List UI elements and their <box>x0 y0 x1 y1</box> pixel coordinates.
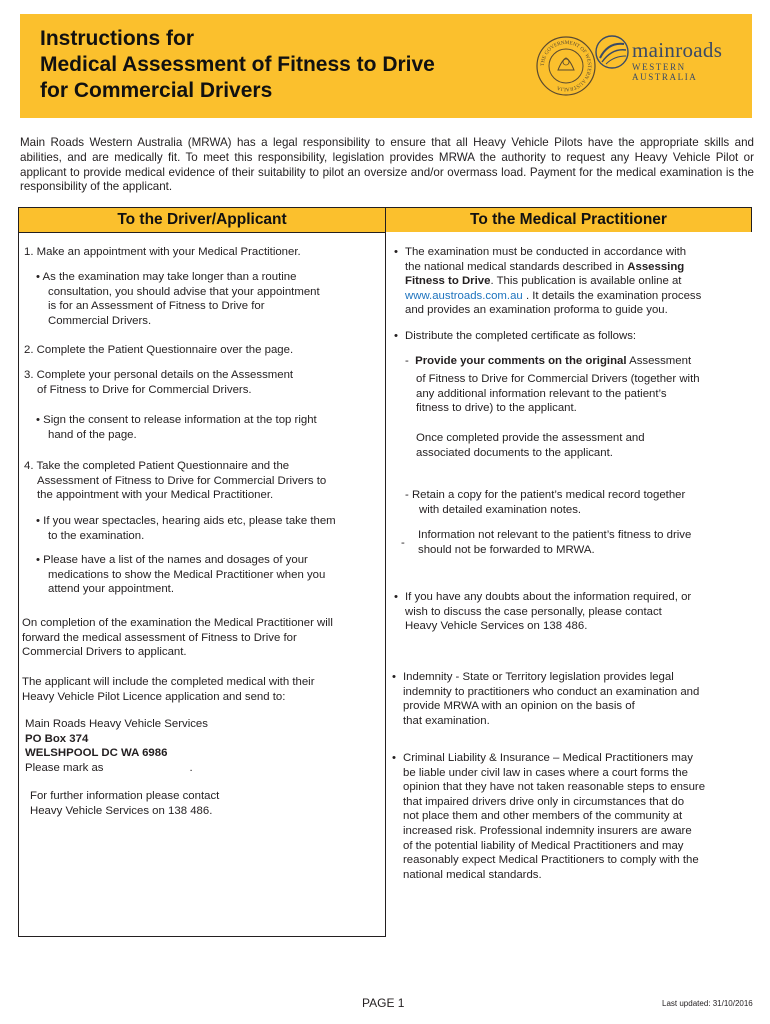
not-relevant-info: Information not relevant to the patient’s fitness to drive should not be forwarded to MRWA. <box>418 529 692 556</box>
criminal-liability-note: Criminal Liability & Insurance – Medical Practitioners may be liable under civil law in cases where a court forms the opinion that they have not taken reasonable steps to ensure that impaired drivers drive only in circumstances that do not place them and other members of the community at increased risk. Professional indemnity insurers are aware of the potential liability of Medical Practitioners and may reasonably expect Medical Practitioners to comply with the national medical standards. <box>403 752 706 881</box>
applicant-note: The applicant will include the completed medical with their Heavy Vehicle Pilot Licence application and send to: <box>22 676 315 703</box>
austroads-link[interactable]: www.austroads.com.au <box>405 289 523 302</box>
doubts-contact: If you have any doubts about the information required, or wish to discuss the case personally, please contact Heavy Vehicle Services on 138 486. <box>405 591 692 633</box>
completion-note: On completion of the examination the Medical Practitioner will forward the medical assessment of Fitness to Drive for Commercial Drivers to applicant. <box>22 617 333 659</box>
distribute-certificate: Distribute the completed certificate as follows: <box>405 330 637 342</box>
step-4-bullet-spectacles: • If you wear spectacles, hearing aids etc, please take them to the examination. <box>36 515 336 542</box>
step-1: 1. Make an appointment with your Medical Practitioner. <box>24 246 301 258</box>
address-mark-as: Please mark as <box>25 761 104 774</box>
practitioner-panel-heading: To the Medical Practitioner <box>386 208 751 232</box>
provide-comments: - Provide your comments on the original Assessment <box>405 355 692 367</box>
step-4: 4. Take the completed Patient Questionnaire and the Assessment of Fitness to Drive for Commercial Drivers to the appointment with your Medical Practitioner. <box>24 460 327 502</box>
last-updated: Last updated: 31/10/2016 <box>662 999 753 1008</box>
practitioner-panel <box>386 207 752 232</box>
postal-address: Main Roads Heavy Vehicle Services PO Box 374 WELSHPOOL DC WA 6986 Please mark as . <box>25 718 208 774</box>
wa-government-seal <box>534 34 598 98</box>
mainroads-emblem-icon <box>594 34 630 70</box>
further-info-contact: For further information please contact Heavy Vehicle Services on 138 486. <box>30 790 220 817</box>
intro-paragraph: Main Roads Western Australia (MRWA) has a legal responsibility to ensure that all Heavy Vehicle Pilots have the appropriate skills and abilities, and are medically fit. To meet this responsibility, legislation provides MRWA the authority to request any Heavy Vehicle Pilot or applicant to provide medical evidence of their suitability to pilot an oversize and/or overmass load. Payment for the medical examination is the responsibility of the applicant. <box>20 136 754 194</box>
address-name: Main Roads Heavy Vehicle Services <box>25 718 208 730</box>
address-po-box: PO Box 374 <box>25 732 89 745</box>
provide-comments-detail: of Fitness to Drive for Commercial Drivers (together with any additional information relevant to the patient’s fitness to drive) to the applicant. <box>416 373 700 415</box>
driver-panel-heading: To the Driver/Applicant <box>19 208 385 233</box>
address-city: WELSHPOOL DC WA 6986 <box>25 747 168 760</box>
exam-bullet-marker: • <box>394 246 398 258</box>
step-4-bullet-medications: • Please have a list of the names and dosages of your medications to show the Medical Practitioner when you attend your appointment. <box>36 554 326 596</box>
indemnity-note: Indemnity - State or Territory legislation provides legal indemnity to practitioners who conduct an examination and provide MRWA with an opinion on the basis of that examination. <box>403 671 700 727</box>
step-2: 2. Complete the Patient Questionnaire over the page. <box>24 344 294 356</box>
once-completed: Once completed provide the assessment and associated documents to the applicant. <box>416 432 645 459</box>
mainroads-logo <box>594 34 744 84</box>
step-3: 3. Complete your personal details on the Assessment of Fitness to Drive for Commercial Drivers. <box>24 369 294 396</box>
header-banner <box>20 14 752 118</box>
step-3-bullet: • Sign the consent to release information at the top right hand of the page. <box>36 414 317 441</box>
step-1-bullet: • As the examination may take longer than a routine consultation, you should advise that your appointment is for an Assessment of Fitness to Drive for Commercial Drivers. <box>36 271 320 327</box>
page-number: PAGE 1 <box>362 996 405 1010</box>
exam-standards: The examination must be conducted in accordance with the national medical standards described in Assessing Fitness to Drive. This publication is available online at www.austroads.com.au . It details the examination process and provides an examination proforma to guide you. <box>405 246 702 317</box>
logo-wordmark: mainroads <box>632 38 723 62</box>
retain-copy: - Retain a copy for the patient’s medical record together with detailed examination notes. <box>405 489 686 516</box>
logo-subtitle: WESTERN AUSTRALIA <box>632 62 698 82</box>
svg-text:THE GOVERNMENT OF WESTERN AUST: THE GOVERNMENT OF WESTERN AUSTRALIA <box>539 39 593 93</box>
document-title: Instructions for Medical Assessment of Fitness to Drive for Commercial Drivers <box>40 27 435 102</box>
